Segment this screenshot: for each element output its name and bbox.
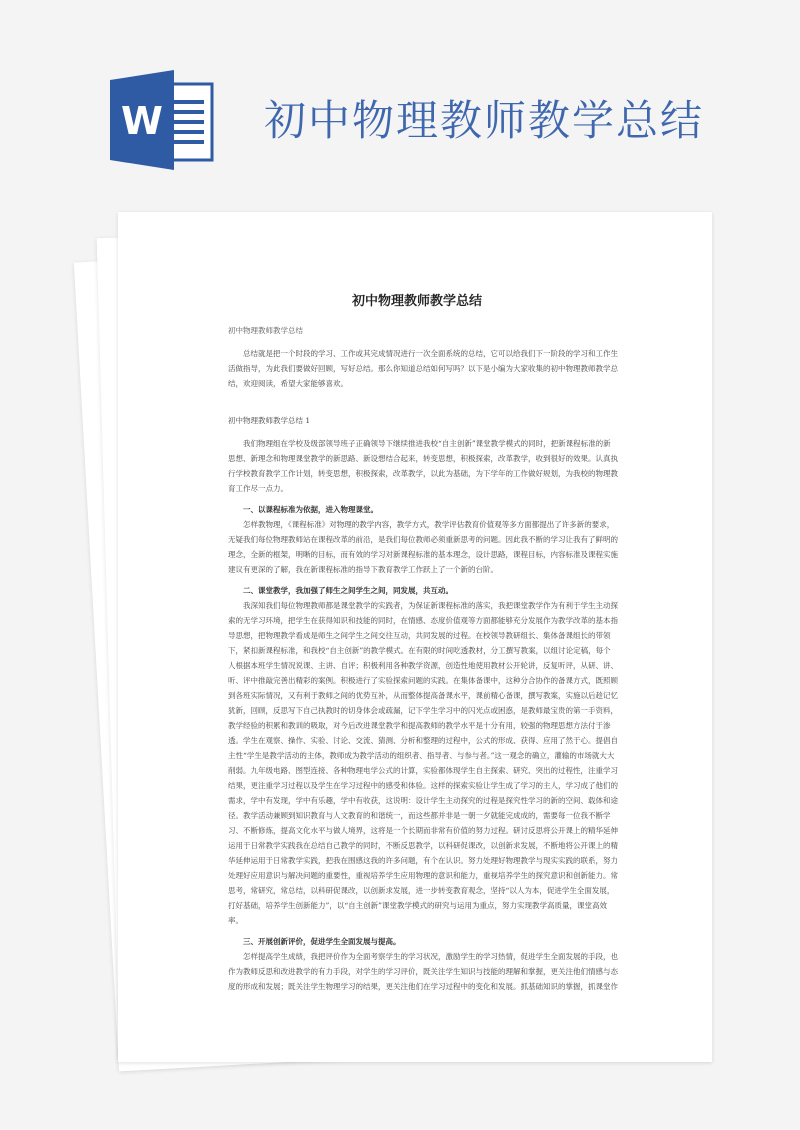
section-1-text: 怎样教物理，《课程标准》对物理的教学内容，教学方式，教学评估教育价值观等多方面都提出了许多新的要求，无疑我们每位物理教师站在课程改革的前沿，是我们每位教师必须重新思考的问题。因此我不断的学习让我有了鲜明的理念，全新的框架，明晰的目标，而有效的学习对新课程标准的基本理念，设计思路，课程目标，内容标准及课程实施建议有更深的了解，我在新课程标准的指导下教育教学工作跃上了一个新的台阶。: [228, 520, 618, 574]
word-logo-letter: W: [121, 99, 163, 143]
banner-title: 初中物理教师教学总结: [264, 96, 705, 145]
section-1-title: 一、以课程标准为依据，进入物理课堂。: [243, 505, 378, 514]
section-3-title: 三、开展创新评价，促进学生全面发展与提高。: [243, 937, 401, 946]
word-document-icon: [108, 70, 214, 170]
intro-paragraph: 总结就是把一个时段的学习、工作或其完成情况进行一次全面系统的总结，它可以给我们下一阶段的学习和工作生活做指导，为此我们要做好回顾，写好总结。那么你知道总结如何写吗？以下是小编为大家收集的初中物理教师教学总结，欢迎阅读，希望大家能够喜欢。: [228, 349, 618, 388]
document-title: 初中物理教师教学总结: [351, 294, 482, 309]
document-content: [228, 290, 618, 1050]
document-subtitle: 初中物理教师教学总结: [228, 326, 303, 335]
section-heading: 初中物理教师教学总结 1: [228, 416, 311, 425]
banner-header: [0, 0, 800, 210]
section-2-text: 我深知我们每位物理教师都是课堂教学的实践者，为保证新课程标准的落实，我把课堂教学作为有利于学生主动探索的无学习环境，把学生在获得知识和技能的同时，在情感、态度价值观等方面都能够充分发展作为教学改革的基本指导思想，把物理教学看成是师生之间学生之间交往互动，共同发展的过程。在校领导教研组长、集体备课组长的带领下，紧扣新课程标准，和我校“自主创新”的教学模式。在有限的时间吃透教材，分工撰写教案，以组讨论定稿，每个人根据本班学生情况说课、主讲、自评；积极利用各种教学资源，创造性地使用教材公开轮讲，反复听评，从研、讲、听、评中推敲完善出精彩的案例。积极进行了实验探索问题的实践。在集体备课中，这种分合协作的备课方式，既照顾到各班实际情况，又有利于教师之间的优势互补，从而整体提高备课水平，课前精心备课，撰写教案，实施以后趁记忆犹新，回顾，反思写下自己执教时的切身体会或疏漏，记下学生学习中的闪光点或困惑，是教师最宝贵的第一手资料，教学经验的积累和教训的吸取，对今后改进课堂教学和提高教师的教学水平是十分有用，较强的物理思想方法付于渗透。学生在观察、操作、实验、讨论、交流、猜测、分析和整理的过程中，公式的形成、获得、应用了然于心。提倡自主性“学生是教学活动的主体，教师成为教学活动的组织者、指导者、与参与者。”这一观念的确立，灌输的市场就大大削弱。九年级电路、图型连接、各种物理电学公式的计算，实验都体现学生自主探索、研究、突出的过程性，注重学习结果，更注重学习过程以及学生在学习过程中的感受和体验。这样的探索实验让学生成了学习的主人，学习成了他们的需求，学中有发现，学中有乐趣，学中有收获，这说明：设计学生主动探究的过程是探究性学习的新的空间、载体和途径。教学活动兼顾到知识教育与人文教育的和谐统一，而这些都并非是一朝一夕就能完成成的，需要每一位我不断学习、不断修炼，提高文化水平与做人境界，这将是一个长期而非常有价值的努力过程。研讨反思将公开课上的精华延伸运用于日常教学实践我在总结自己教学的同时，不断反思教学，以科研促课改，以创新求发展，不断地将公开课上的精华延伸运用于日常教学实践，把我在围感这我的许多问题，有个在认识。努力处理好物理教学与现实实践的联系，努力处理好应用意识与解决问题的重要性，重视培养学生应用物理的意识和能力，重视培养学生的探究意识和创新能力。常思考，常研究，常总结，以科研促课改，以创新求发展，进一步转变教育观念，坚持“以人为本，促进学生全面发展，打好基础，培养学生创新能力”，以“自主创新”课堂教学模式的研究与运用为重点，努力实现教学高质量，课堂高效率。: [228, 601, 618, 925]
section-2-title: 二、课堂教学，我加强了师生之间学生之间，同发展，共互动。: [243, 586, 453, 595]
section-3-text: 怎样提高学生成绩，我把评价作为全面考察学生的学习状况，激励学生的学习热情，促进学生全面发展的手段，也作为教师反思和改进教学的有力手段，对学生的学习评价，既关注学生知识与技能的理解和掌握，更关注他们情感与态度的形成和发展；既关注学生物理学习的结果，更关注他们在学习过程中的变化和发展。抓基础知识的掌握，抓课堂作: [228, 952, 618, 991]
paragraph-1: 我们物理组在学校及级部领导班子正确领导下继续推进我校“自主创新”课堂教学模式的同时，把新课程标准的新思想、新理念和物理课堂教学的新思路、新设想结合起来，转变思想，积极探索，改革教学，收到很好的效果。认真执行学校教育教学工作计划，转变思想，积极探索，改革教学，以此为基础，为下学年的工作做好规划，为我校的物理教育工作尽一点力。: [228, 439, 618, 493]
